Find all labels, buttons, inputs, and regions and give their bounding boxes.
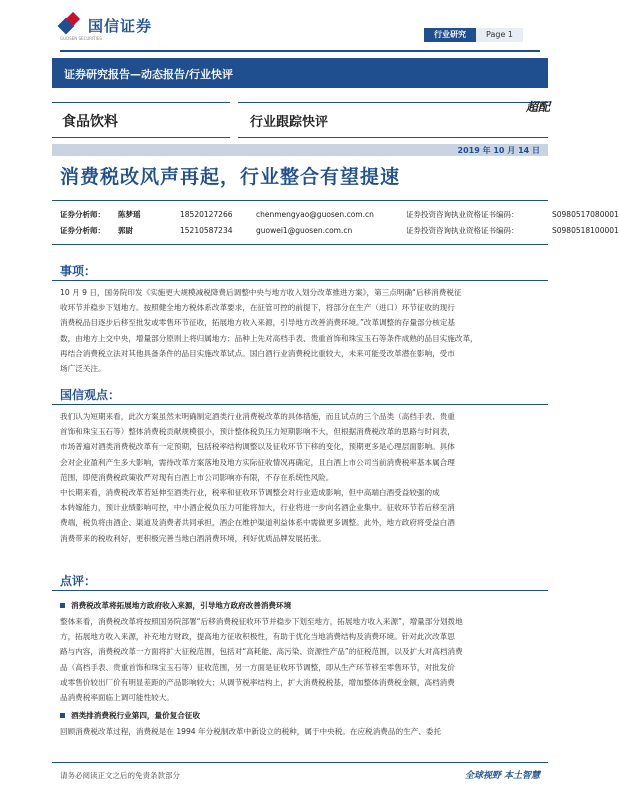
analyst-name: 郭尉 <box>118 226 133 235</box>
text-line: 10 月 9 日，国务院印发《实施更大规模减税降费后调整中央与地方收入划分改革推进方案》，第三点明确“后移消费税征 <box>60 288 462 297</box>
footer-rule <box>52 762 548 763</box>
title-rule <box>52 200 548 201</box>
text-line: 收环节并稳步下划地方。按照健全地方税体系改革要求，在征管可控的前提下，将部分在生产（进口）环节征收的现行 <box>60 303 455 313</box>
section-heading-event: 事项： <box>60 264 97 278</box>
bullet-square-icon <box>60 603 65 608</box>
section-rule <box>52 590 548 591</box>
text-line: 费端，税负将由酒企、渠道及消费者共同承担，酒企在维护渠道利益体系中需做更多调整。此外，地方政府将受益白酒 <box>60 518 455 528</box>
bullet2-paragraph <box>60 724 542 739</box>
header-rule <box>60 50 540 52</box>
analyst-phone: 15210587234 <box>180 226 233 235</box>
analyst-email[interactable]: guowei1@guosen.com.cn <box>256 226 353 235</box>
text-line: 消费税品目逐步后移至批发或零售环节征收，拓展地方收入来源，引导地方改善消费环境。”改革调整的存量部分核定基 <box>60 318 456 328</box>
text-line: 首饰和珠宝玉石等）整体消费税贡献规模很小，预计整体税负压力短期影响不大，但根据消费税改革的思路与时间表， <box>60 427 455 437</box>
event-paragraph <box>60 285 542 376</box>
bullet1-paragraph <box>60 614 542 705</box>
section-heading-view: 国信观点： <box>60 388 121 402</box>
logo-mark-icon <box>60 14 82 36</box>
company-logo <box>60 14 152 36</box>
text-line: 我们认为短期来看，此次方案虽然未明确制定酒类行业消费税改革的具体措施，而且试点的三个品类（高档手表、贵重 <box>60 412 455 421</box>
footer-disclaimer: 请务必阅读正文之后的免责条款部分 <box>60 771 180 780</box>
text-line: 数，由地方上交中央，增量部分原则上将归属地方；品种上先对高档手表、贵重首饰和珠宝玉石等条件成熟的品目实施改革， <box>60 333 478 343</box>
text-line: 整体来看，消费税改革将按照国务院部署“后移消费税征收环节并稳步下划至地方，拓展地方收入来源”，增量部分划拨地 <box>60 617 463 626</box>
text-line: 路与内容，消费税改革一方面将扩大征税范围，包括对“高耗能、高污染、资源性产品”的征税范围，以及扩大对高档消费 <box>60 647 463 657</box>
report-tag <box>424 28 523 42</box>
text-line: 市场普遍对酒类消费税改革有一定预期，包括税率结构调整以及征收环节下移的变化，预期更多是心理层面影响。具体 <box>60 442 455 452</box>
rating-label: 超配 <box>526 100 551 114</box>
logo-text: 国信证券 <box>88 16 153 35</box>
section-rule <box>52 280 548 281</box>
text-line: 回顾消费税改革过程，消费税是在 1994 年分税制改革中新设立的税种，属于中央税。在应税消费品的生产、委托 <box>60 727 442 736</box>
text-line: 再结合消费税立法对其他具备条件的品目实施改革试点。国白酒行业消费税比重较大，未来可能受改革潜在影响，受市 <box>60 348 455 358</box>
category-label: 食品饮料 <box>62 114 118 130</box>
analyst-row <box>60 209 619 220</box>
analyst-cert-label: 证券投资咨询执业资格证书编码： <box>406 210 519 219</box>
text-line: 品（高档手表、贵重首饰和珠宝玉石等）征收范围，另一方面是征收环节调整，即从生产环节移至零售环节，对批发价 <box>60 662 455 672</box>
analyst-cert-label: 证券投资咨询执业资格证书编码： <box>406 226 519 235</box>
text-line: 消费带来的税收利好，更积极完善当地白酒消费环境，利好优质品牌发展拓张。 <box>60 533 326 543</box>
text-line: 方，拓展地方收入来源，补充地方财政，提高地方征收积极性，有助于优化当地消费结构及消费环境。针对此次改革思 <box>60 632 455 642</box>
bullet-heading <box>60 710 200 721</box>
text-line: 场广泛关注。 <box>60 364 106 374</box>
analyst-role: 证券分析师： <box>60 210 105 219</box>
text-line: 会对企业盈利产生多大影响，需待改革方案落地及地方实际征收情况再确定，且白酒上市公司当前消费税率基本属合理 <box>60 457 455 467</box>
subcategory-label: 行业跟踪快评 <box>250 115 329 130</box>
text-line: 中长期来看，消费税改革若延伸至酒类行业，税率和征收环节调整会对行业造成影响，但中高端白酒受益较强的成 <box>60 488 440 498</box>
analyst-email[interactable]: chenmengyao@guosen.com.cn <box>256 210 374 219</box>
analyst-cert: S0980517080001 <box>552 210 619 219</box>
bullet-text: 消费税改革将拓展地方政府收入来源，引导地方政府改善消费环境 <box>71 601 292 610</box>
text-line: 本转嫁能力，预计业绩影响可控，中小酒企税负压力可能将加大，行业将进一步向名酒企业集中。征收环节若后移至消 <box>60 503 455 513</box>
text-line: 范围，即使消费税政策收严对现有白酒上市公司影响亦有限，不存在系统性风险。 <box>60 472 334 482</box>
text-line: 或零售价较出厂价有明显差距的产品影响较大；从调节税率结构上，扩大消费税税基，增加整体消费税金额，高档消费 <box>60 677 455 687</box>
analyst-name: 陈梦瑶 <box>118 210 141 219</box>
analyst-row <box>60 225 619 236</box>
analyst-rule <box>52 244 548 245</box>
bullet-square-icon <box>60 713 65 718</box>
section-heading-comment: 点评： <box>60 574 97 588</box>
bullet-heading <box>60 600 291 611</box>
logo-subtext: GUOSEN SECURITIES <box>60 36 102 41</box>
report-date: 2019 年 10 月 14 日 <box>457 146 540 155</box>
analyst-cert: S0980518100001 <box>552 226 619 235</box>
report-title: 消费税改风声再起，行业整合有望提速 <box>60 166 401 188</box>
analyst-phone: 18520127266 <box>180 210 233 219</box>
tag-label: 行业研究 <box>424 28 476 42</box>
text-line: 品消费税率面临上调可能性较大。 <box>60 693 174 703</box>
bullet-text: 酒类排消费税行业第四，量价复合征收 <box>71 711 201 720</box>
section-rule <box>52 404 548 405</box>
page-label: Page 1 <box>476 28 523 42</box>
footer-slogan: 全球视野 本土智慧 <box>464 771 540 781</box>
analyst-role: 证券分析师： <box>60 226 105 235</box>
report-type-text: 证券研究报告—动态报告/行业快评 <box>64 68 234 81</box>
view-paragraph <box>60 409 542 546</box>
